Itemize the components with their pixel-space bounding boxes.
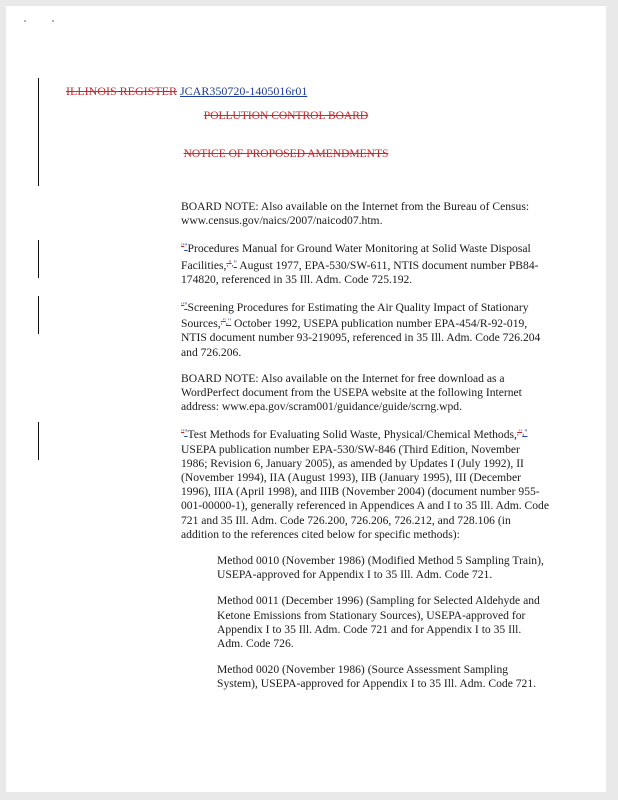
inserted-quote: " <box>184 428 188 438</box>
register-header <box>66 84 307 99</box>
groundwater-title: Procedures Manual for Ground Water Monitoring at Solid Waste Disposal Facilities, <box>181 242 531 272</box>
test-methods-reference <box>181 426 549 542</box>
inserted-quote: " <box>184 242 188 252</box>
struck-quote: " <box>181 428 185 438</box>
struck-quote: ," <box>226 258 232 268</box>
scan-speck <box>52 20 54 22</box>
test-methods-title: Test Methods for Evaluating Solid Waste, Physical/Chemical Methods, <box>187 428 517 442</box>
change-bar <box>38 78 39 186</box>
change-bar <box>38 296 39 334</box>
air-quality-title: Screening Procedures for Estimating the Air Quality Impact of Stationary Sources, <box>181 301 529 331</box>
air-quality-details: October 1992, USEPA publication number EPA-454/R-92-019, NTIS document number 93-219095, referenced in 35 Ill. Adm. Code 726.204 and 726.206. <box>181 317 541 359</box>
struck-register-title: ILLINOIS REGISTER <box>66 84 177 98</box>
inserted-quote: ," <box>231 258 237 268</box>
method-0010: Method 0010 (November 1986) (Modified Method 5 Sampling Train), USEPA-approved for Appendix I to 35 Ill. Adm. Code 721. <box>217 554 544 582</box>
struck-quote: " <box>181 242 185 252</box>
struck-quote: ," <box>220 317 226 327</box>
struck-quote: ," <box>516 428 523 438</box>
inserted-quote: ," <box>225 317 232 327</box>
board-title: POLLUTION CONTROL BOARD <box>203 110 369 122</box>
jcar-reference: JCAR350720-1405016r01 <box>180 84 308 98</box>
scan-speck <box>24 20 26 22</box>
groundwater-reference <box>181 240 549 287</box>
struck-quote: " <box>181 301 185 311</box>
test-methods-details: USEPA publication number EPA-530/SW-846 (Third Edition, November 1986; Revision 6, January 2005), as amended by Updates I (July 1992), II (November 1994), IIA (August 1993), IIB (January 1995), III (December 1996), IIIA (April 1998), and IIIB (November 2004) (document number 955-001-00000-1), generally referenced in Appendices A and I to 35 Ill. Adm. Code 721 and 35 Ill. Adm. Code 726.200, 726.206, 726.212, and 728.106 (in addition to the references cited below for specific methods): <box>181 442 550 541</box>
change-bar <box>38 422 39 460</box>
change-bar <box>38 240 39 278</box>
board-note-census: BOARD NOTE: Also available on the Internet from the Bureau of Census: www.census.gov/naics/2007/naicod07.htm. <box>181 200 530 228</box>
method-0011: Method 0011 (December 1996) (Sampling for Selected Aldehyde and Ketone Emissions from Stationary Sources), USEPA-approved for Appendix I to 35 Ill. Adm. Code 721 and for Appendix I to 35 Ill. Adm. Code 726. <box>217 594 540 651</box>
document-page <box>6 6 606 792</box>
document-body <box>181 200 549 704</box>
groundwater-details: August 1977, EPA-530/SW-611, NTIS document number PB84-174820, referenced in 35 Ill. Adm. Code 725.192. <box>181 258 539 286</box>
inserted-quote: ," <box>522 428 528 438</box>
air-quality-reference <box>181 299 549 360</box>
inserted-quote: " <box>184 301 188 311</box>
board-note-wordperfect: BOARD NOTE: Also available on the Internet for free download as a WordPerfect document from the USEPA website at the following Internet address: www.epa.gov/scram001/guidance/guide/scrng.wpd. <box>181 371 522 414</box>
method-0020: Method 0020 (November 1986) (Source Assessment Sampling System), USEPA-approved for Appendix I to 35 Ill. Adm. Code 721. <box>217 663 537 691</box>
notice-title: NOTICE OF PROPOSED AMENDMENTS <box>183 148 389 160</box>
